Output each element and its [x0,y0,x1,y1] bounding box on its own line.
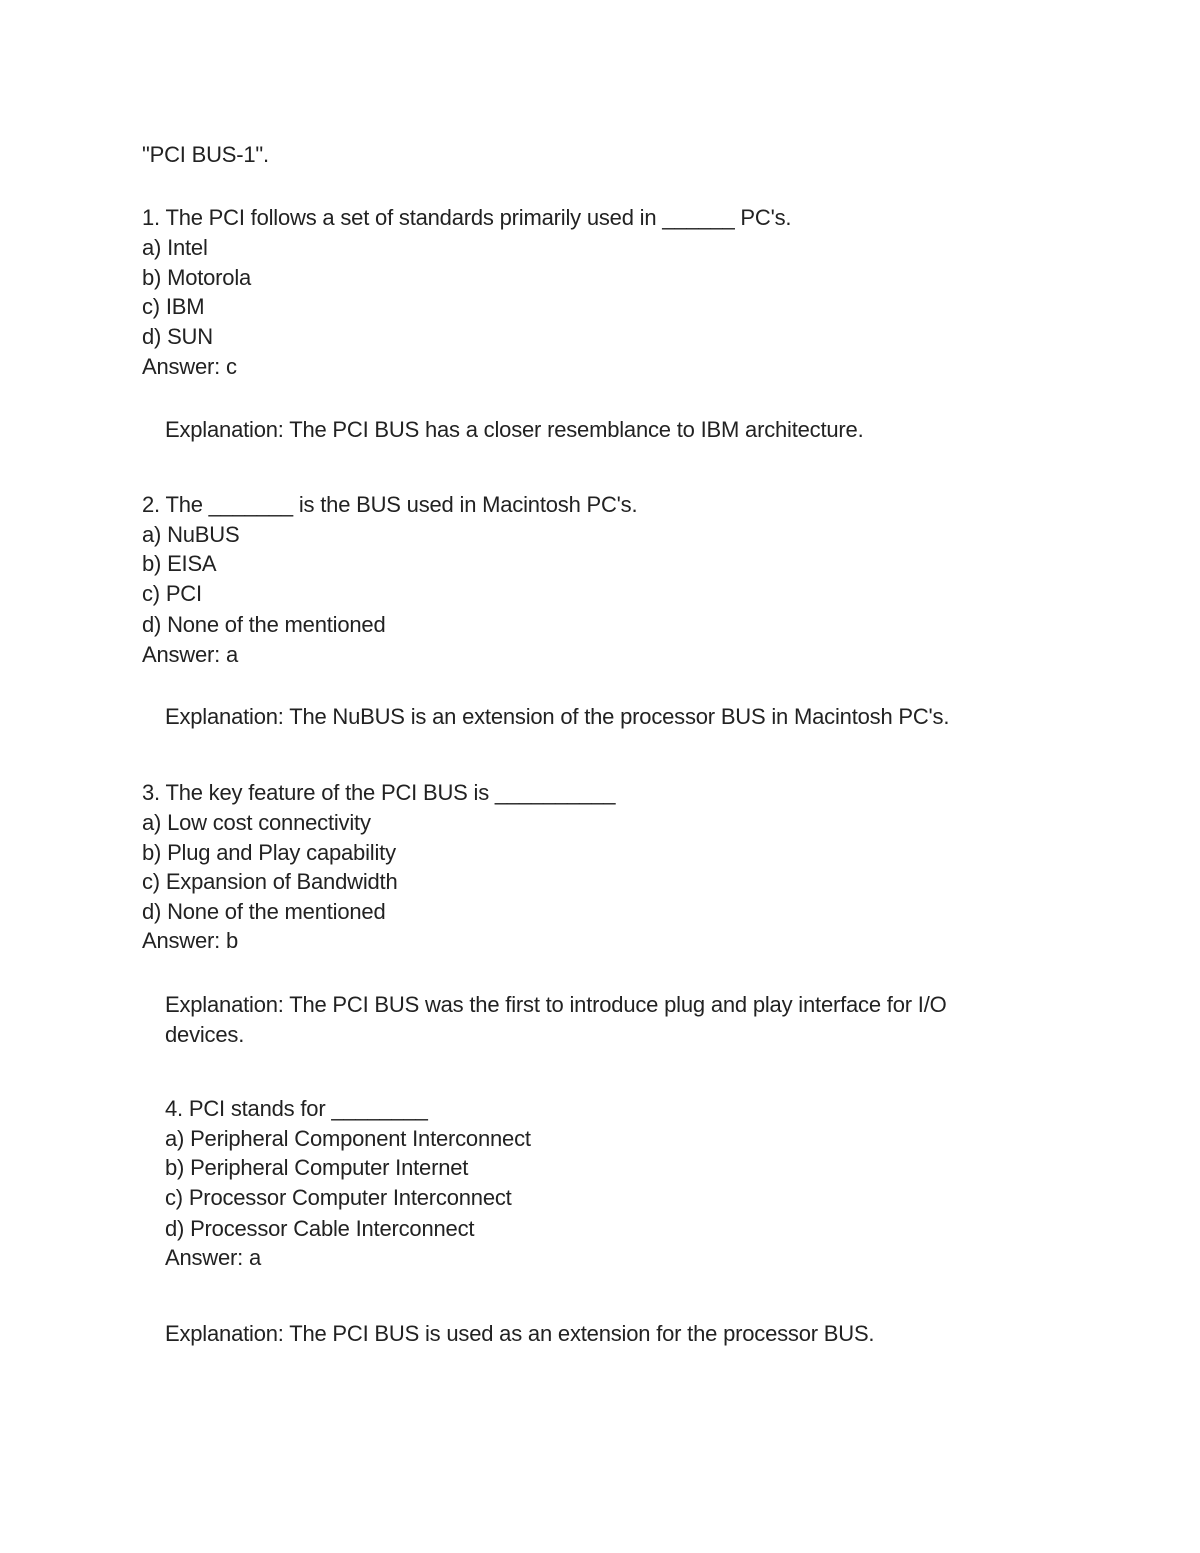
question-2-text: 2. The _______ is the BUS used in Macintosh PC's. [142,492,638,517]
question-4-option-a: a) Peripheral Component Interconnect [165,1126,531,1151]
question-1-option-b: b) Motorola [142,265,252,290]
question-1-option-a: a) Intel [142,235,208,260]
document-title: "PCI BUS-1". [142,142,269,167]
question-3-answer: Answer: b [142,928,239,953]
question-4-text: 4. PCI stands for ________ [165,1096,428,1121]
question-2-option-a: a) NuBUS [142,522,240,547]
question-3-explanation-continued: devices. [165,1022,245,1047]
question-1-option-c: c) IBM [142,294,205,319]
question-1-text: 1. The PCI follows a set of standards primarily used in ______ PC's. [142,205,792,230]
question-1-explanation: Explanation: The PCI BUS has a closer resemblance to IBM architecture. [165,417,864,442]
question-3-option-d: d) None of the mentioned [142,899,386,924]
question-4-option-c: c) Processor Computer Interconnect [165,1185,512,1210]
question-2-option-d: d) None of the mentioned [142,612,386,637]
question-1-answer: Answer: c [142,354,237,379]
question-3-option-c: c) Expansion of Bandwidth [142,869,398,894]
question-3-option-b: b) Plug and Play capability [142,840,396,865]
question-4-answer: Answer: a [165,1245,262,1270]
question-2-option-c: c) PCI [142,581,202,606]
question-4-option-d: d) Processor Cable Interconnect [165,1216,475,1241]
question-4-explanation: Explanation: The PCI BUS is used as an extension for the processor BUS. [165,1321,875,1346]
question-3-option-a: a) Low cost connectivity [142,810,371,835]
question-1-option-d: d) SUN [142,324,213,349]
question-3-explanation: Explanation: The PCI BUS was the first to introduce plug and play interface for I/O [165,992,947,1017]
question-2-option-b: b) EISA [142,551,217,576]
question-3-text: 3. The key feature of the PCI BUS is __________ [142,780,616,805]
question-4-option-b: b) Peripheral Computer Internet [165,1155,469,1180]
question-2-explanation: Explanation: The NuBUS is an extension of the processor BUS in Macintosh PC's. [165,704,950,729]
question-2-answer: Answer: a [142,642,239,667]
